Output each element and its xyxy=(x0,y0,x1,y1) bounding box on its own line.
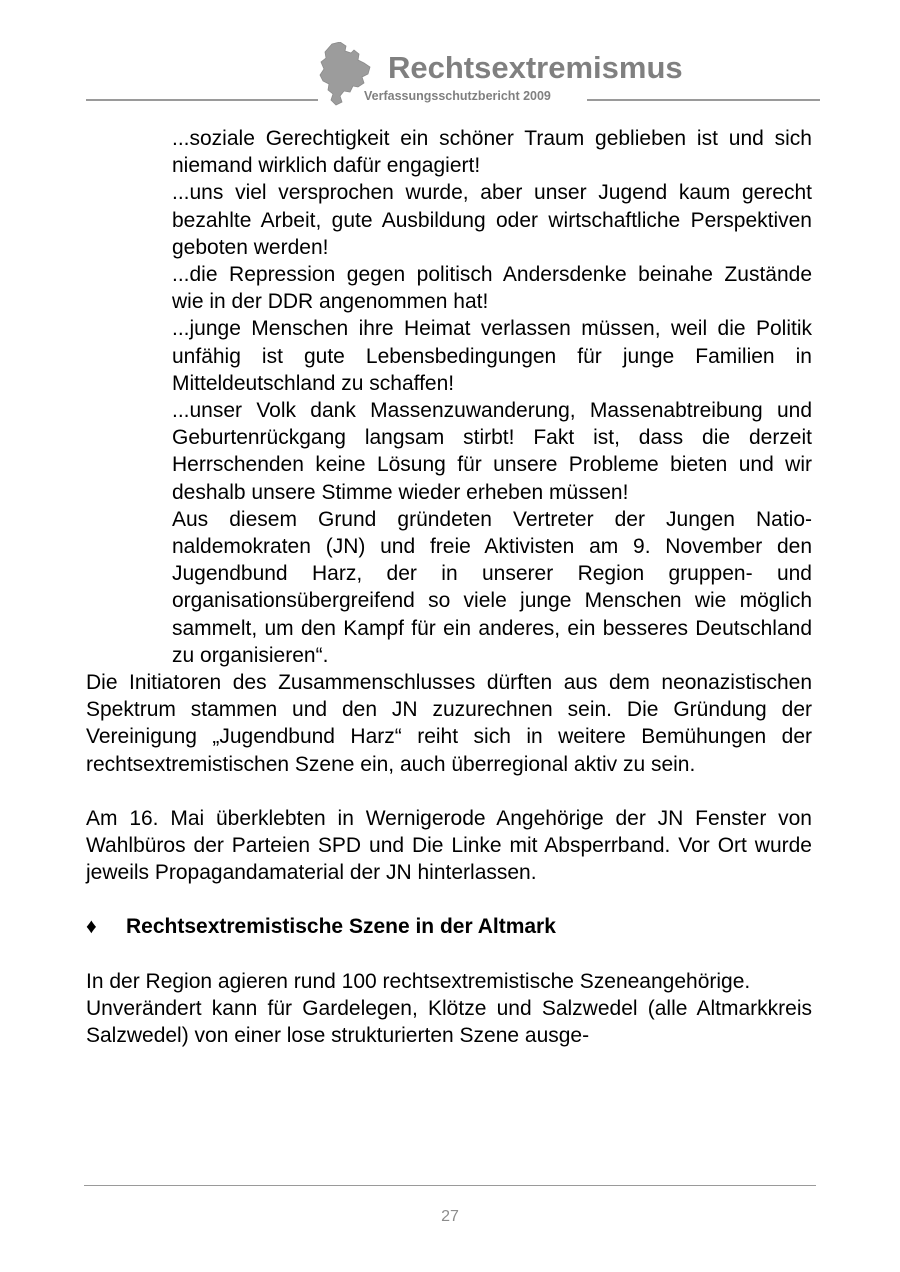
quote-paragraph-3: ...die Repression gegen politisch Andersdenke beinahe Zustände wie in der DDR angenommen hat! xyxy=(172,263,812,314)
spacer xyxy=(86,886,812,913)
header-subtitle: Verfassungsschutzbericht 2009 xyxy=(364,89,551,103)
spacer xyxy=(86,941,812,968)
paragraph-altmark: Unverändert kann für Gardelegen, Klötze und Salzwedel (alle Altmarkkreis Salzwedel) von einer lose strukturierten Szene ausge- xyxy=(86,996,812,1048)
header-title: Rechtsextremismus xyxy=(388,50,683,85)
paragraph-region: In der Region agieren rund 100 rechtsextremistische Szeneangehörige. xyxy=(86,969,751,993)
paragraph-wernigerode: Am 16. Mai überklebten in Wernigerode Angehörige der JN Fenster von Wahlbüros der Parteien SPD und Die Linke mit Absperrband. Vor Ort wurde jeweils Propagandamaterial der JN hinterlassen. xyxy=(86,806,812,885)
footer-rule xyxy=(84,1185,816,1186)
spacer xyxy=(86,778,812,805)
page-header xyxy=(0,0,900,110)
diamond-bullet-icon: ♦ xyxy=(86,915,97,939)
quote-paragraph-1: ...soziale Gerechtigkeit ein schöner Traum geblieben ist und sich niemand wirklich dafür engagiert! xyxy=(172,127,812,178)
section-heading-text: Rechtsextremistische Szene in der Altmark xyxy=(126,915,556,939)
page-number: 27 xyxy=(441,1208,459,1225)
quote-paragraph-2: ...uns viel versprochen wurde, aber unser Jugend kaum gerecht bezahlte Arbeit, gute Ausbildung oder wirtschaftliche Perspektiven geboten werden! xyxy=(172,181,812,259)
header-rule-left xyxy=(86,99,318,101)
paragraph-initiators: Die Initiatoren des Zusammenschlusses dürften aus dem neonazistischen Spektrum stammen und den JN zuzurechnen sein. Die Gründung der Vereinigung „Jugendbund Harz“ reiht sich in weitere Bemühungen der rechtsextremistischen Szene ein, auch überregional aktiv zu sein. xyxy=(86,671,812,776)
page-content xyxy=(86,125,812,1049)
quote-paragraph-6: Aus diesem Grund gründeten Vertreter der Jungen Nationaldemokraten (JN) und freie Aktivisten am 9. November den Jugendbund Harz, der in unserer Region gruppen- und organisationsübergreifend so viele junge Menschen wie möglich sammelt, um den Kampf für ein anderes, ein besseres Deutschland zu organisieren“. xyxy=(172,507,812,667)
header-rule-right xyxy=(587,99,820,101)
quote-paragraph-5: ...unser Volk dank Massenzuwanderung, Massenabtreibung und Geburtenrückgang langsam stirbt! Fakt ist, dass die derzeit Herrschenden keine Lösung für unsere Probleme bieten und wir deshalb unsere Stimme wieder erheben müssen! xyxy=(172,399,812,504)
section-heading xyxy=(86,913,812,940)
quote-paragraph-4: ...junge Menschen ihre Heimat verlassen müssen, weil die Politik unfähig ist gute Lebensbedingungen für junge Familien in Mitteldeutschland zu schaffen! xyxy=(172,317,812,395)
